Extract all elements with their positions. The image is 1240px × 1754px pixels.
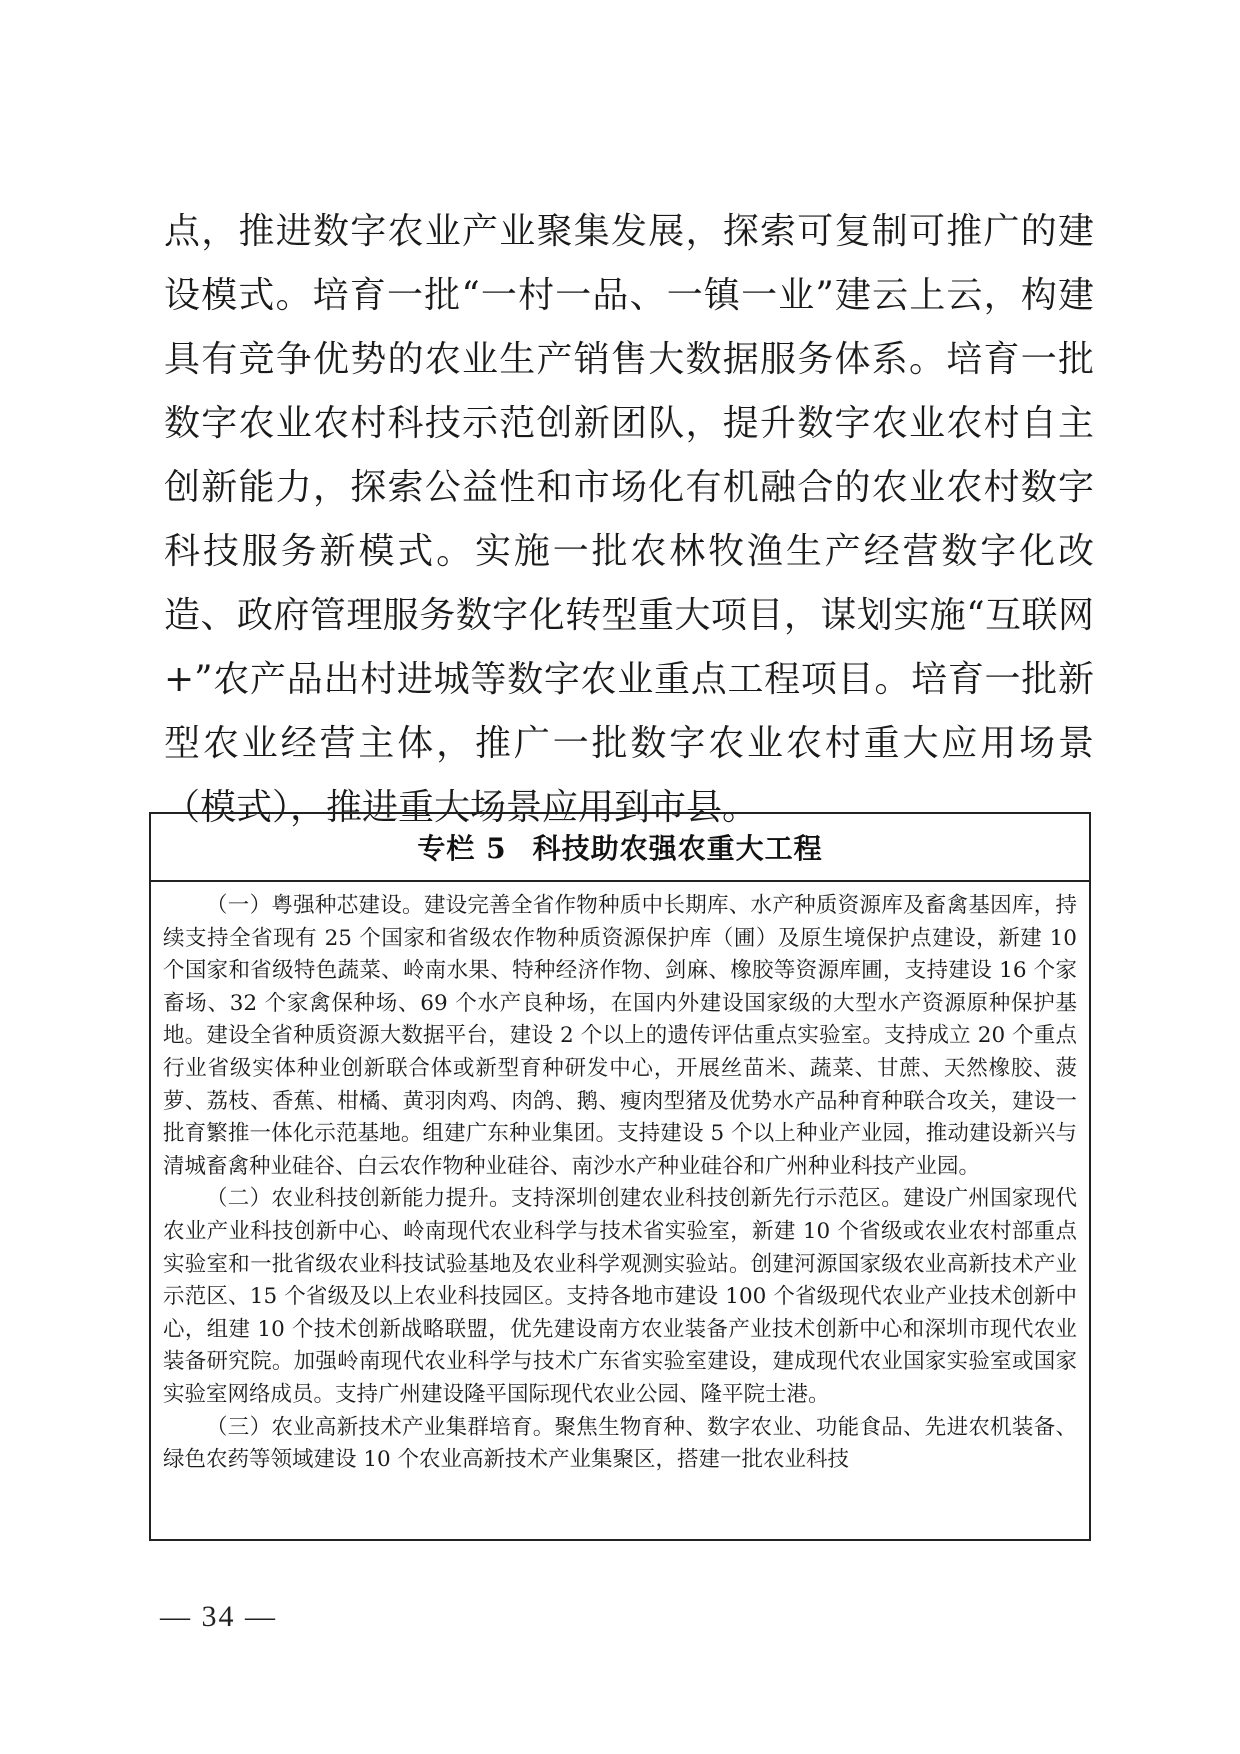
- column-paragraph-3: （三）农业高新技术产业集群培育。聚焦生物育种、数字农业、功能食品、先进农机装备、绿色农药等领域建设 10 个农业高新技术产业集聚区，搭建一批农业科技: [163, 1414, 1077, 1473]
- column-title: [151, 814, 1089, 882]
- column-paragraph-2: （二）农业科技创新能力提升。支持深圳创建农业科技创新先行示范区。建设广州国家现代农业产业科技创新中心、岭南现代农业科学与技术省实验室，新建 10 个省级或农业农村部重点实验室和一批省级农业科技试验基地及农业科学观测实验站。创建河源国家级农业高新技术产业示范区、15 个省级及以上农业科技园区。支持各地市建设 100 个省级现代农业产业技术创新中心，组建 10 个技术创新战略联盟，优先建设南方农业装备产业技术创新中心和深圳市现代农业装备研究院。加强岭南现代农业科学与技术广东省实验室建设，建成现代农业国家实验室或国家实验室网络成员。支持广州建设隆平国际现代农业公园、隆平院士港。: [163, 1186, 1077, 1407]
- column-paragraph-1: （一）粤强种芯建设。建设完善全省作物种质中长期库、水产种质资源库及畜禽基因库，持续支持全省现有 25 个国家和省级农作物种质资源保护库（圃）及原生境保护点建设，新建 10 个国家和省级特色蔬菜、岭南水果、特种经济作物、剑麻、橡胶等资源库圃，支持建设 16 个家畜场、32 个家禽保种场、69 个水产良种场，在国内外建设国家级的大型水产资源原种保护基地。建设全省种质资源大数据平台，建设 2 个以上的遗传评估重点实验室。支持成立 20 个重点行业省级实体种业创新联合体或新型育种研发中心，开展丝苗米、蔬菜、甘蔗、天然橡胶、菠萝、荔枝、香蕉、柑橘、黄羽肉鸡、肉鸽、鹅、瘦肉型猪及优势水产品种育种联合攻关，建设一批育繁推一体化示范基地。组建广东种业集团。支持建设 5 个以上种业产业园，推动建设新兴与清城畜禽种业硅谷、白云农作物种业硅谷、南沙水产种业硅谷和广州种业科技产业园。: [163, 893, 1077, 1179]
- column-body: [151, 882, 1089, 1477]
- column-label: 专栏 5: [417, 832, 507, 865]
- intro-paragraph: 点，推进数字农业产业聚集发展，探索可复制可推广的建设模式。培育一批“一村一品、一镇一业”建云上云，构建具有竞争优势的农业生产销售大数据服务体系。培育一批数字农业农村科技示范创新团队，提升数字农业农村自主创新能力，探索公益性和市场化有机融合的农业农村数字科技服务新模式。实施一批农林牧渔生产经营数字化改造、政府管理服务数字化转型重大项目，谋划实施“互联网+”农产品出村进城等数字农业重点工程项目。培育一批新型农业经营主体，推广一批数字农业农村重大应用场景（模式），推进重大场景应用到市县。: [164, 211, 1094, 828]
- page-number: — 34 —: [160, 1600, 277, 1633]
- feature-column-box: [149, 812, 1091, 1541]
- column-heading: 科技助农强农重大工程: [532, 832, 823, 865]
